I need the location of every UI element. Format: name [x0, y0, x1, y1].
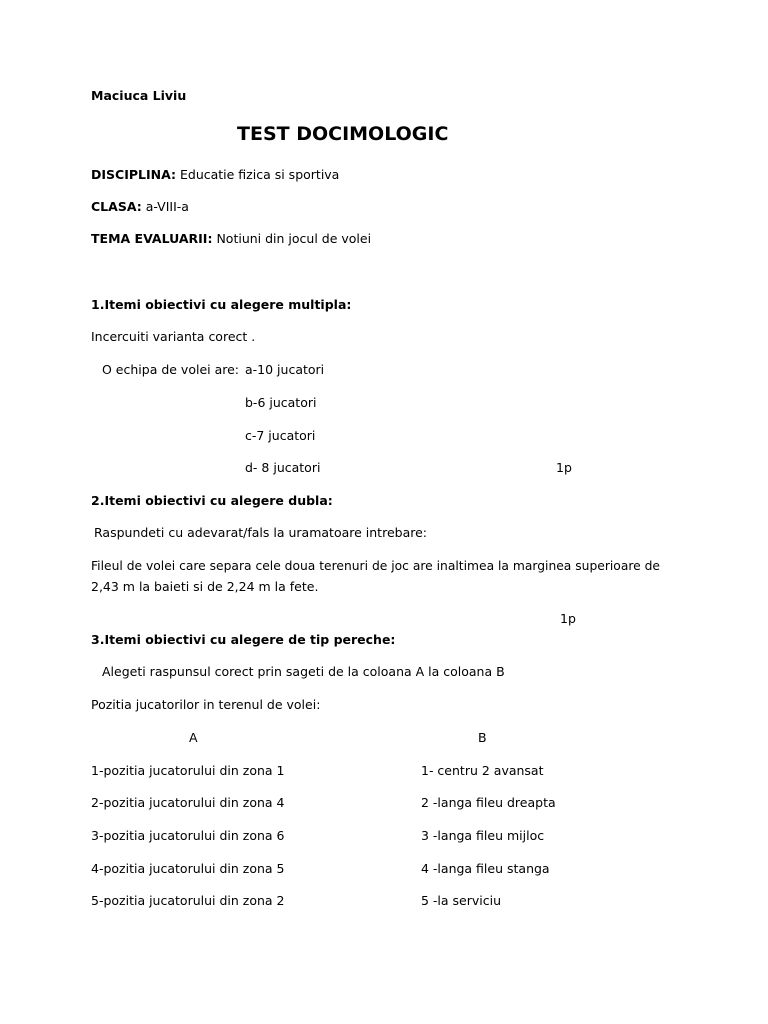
discipline-line [91, 167, 339, 183]
author-name: Maciuca Liviu [91, 88, 187, 103]
column-a-header: A [189, 730, 198, 745]
section1-instruction: Incercuiti varianta corect . [91, 329, 256, 344]
section3-instruction: Alegeti raspunsul corect prin sageti de la coloana A la coloana B [102, 664, 505, 679]
discipline-label: DISCIPLINA: [91, 167, 176, 182]
section2-points: 1p [560, 611, 576, 626]
class-value: a-VIII-a [145, 199, 189, 214]
theme-value: Notiuni din jocul de volei [216, 231, 372, 246]
section2-instruction: Raspundeti cu adevarat/fals la uramatoare intrebare: [94, 525, 427, 540]
section2-heading: 2.Itemi obiectivi cu alegere dubla: [91, 493, 333, 508]
column-a-item: 1-pozitia jucatorului din zona 1 [91, 763, 285, 778]
section1-question: O echipa de volei are: [102, 362, 240, 377]
theme-line [91, 231, 371, 247]
theme-label: TEMA EVALUARII: [91, 231, 213, 246]
column-b-item: 3 -langa fileu mijloc [421, 828, 545, 843]
section1-heading: 1.Itemi obiectivi cu alegere multipla: [91, 297, 352, 312]
section1-points: 1p [556, 460, 572, 475]
discipline-value: Educatie fizica si sportiva [179, 167, 340, 182]
column-b-item: 2 -langa fileu dreapta [421, 795, 556, 810]
column-b-item: 1- centru 2 avansat [421, 763, 544, 778]
option-a: a-10 jucatori [245, 362, 325, 377]
column-a-item: 2-pozitia jucatorului din zona 4 [91, 795, 285, 810]
section3-heading: 3.Itemi obiectivi cu alegere de tip pereche: [91, 632, 396, 647]
column-a-item: 3-pozitia jucatorului din zona 6 [91, 828, 285, 843]
section2-statement-line1: Fileul de volei care separa cele doua terenuri de joc are inaltimea la marginea superioare de [91, 559, 660, 573]
column-a-item: 5-pozitia jucatorului din zona 2 [91, 893, 285, 908]
document-title: TEST DOCIMOLOGIC [237, 123, 449, 145]
column-a-item: 4-pozitia jucatorului din zona 5 [91, 861, 285, 876]
option-b: b-6 jucatori [245, 395, 317, 410]
option-c: c-7 jucatori [245, 428, 316, 443]
section2-statement-line2: 2,43 m la baieti si de 2,24 m la fete. [91, 579, 319, 594]
section3-subtitle: Pozitia jucatorilor in terenul de volei: [91, 697, 321, 712]
class-label: CLASA: [91, 199, 142, 214]
option-d: d- 8 jucatori [245, 460, 321, 475]
column-b-item: 5 -la serviciu [421, 893, 502, 908]
class-line [91, 199, 189, 215]
column-b-header: B [478, 730, 487, 745]
column-b-item: 4 -langa fileu stanga [421, 861, 550, 876]
